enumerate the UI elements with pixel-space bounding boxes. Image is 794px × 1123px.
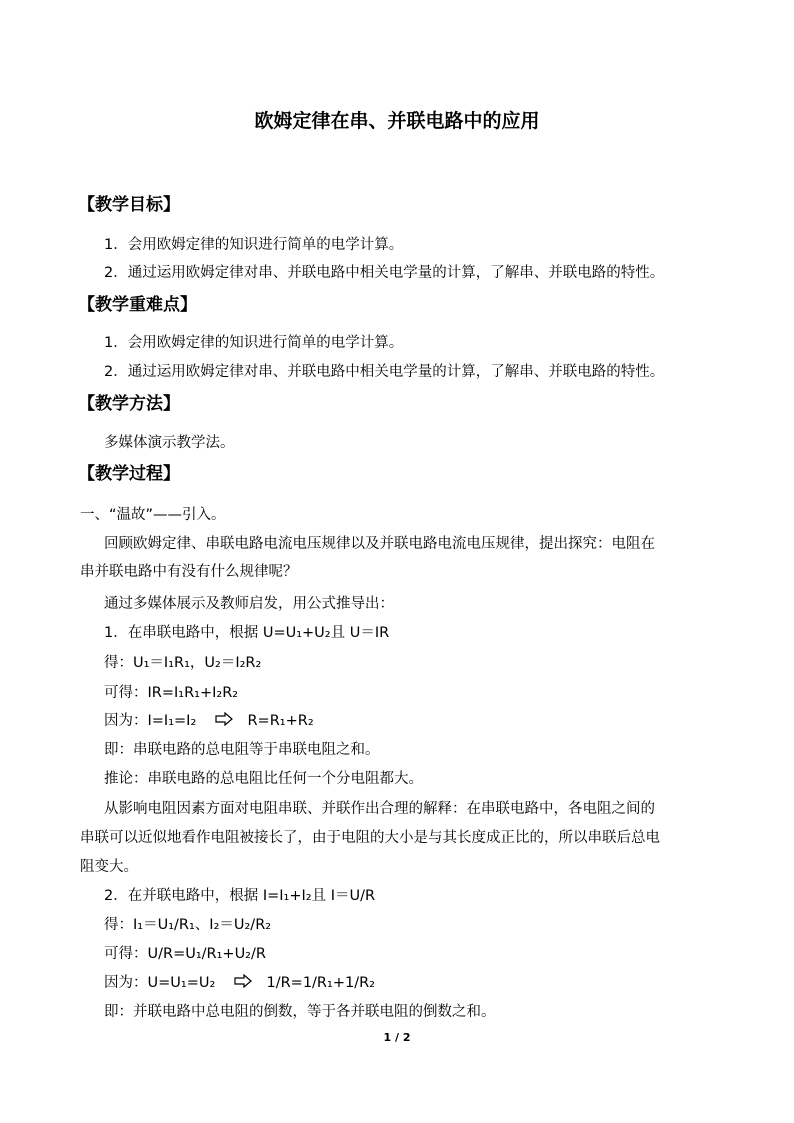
goal-item-1: 1．会用欧姆定律的知识进行简单的电学计算。	[104, 237, 404, 253]
derive-intro: 通过多媒体展示及教师启发，用公式推导出：	[104, 596, 394, 612]
series-step-2: 可得：IR=I₁R₁+I₂R₂	[104, 685, 239, 701]
explain-line-1: 从影响电阻因素方面对电阻串联、并联作出合理的解释：在串联电路中，各电阻之间的	[104, 801, 655, 817]
series-step-1: 得：U₁＝I₁R₁，U₂＝I₂R₂	[104, 655, 262, 671]
parallel-conclusion: 即：并联电路中总电阻的倒数，等于各并联电阻的倒数之和。	[104, 1004, 496, 1020]
page-number: 1 / 2	[383, 1031, 411, 1044]
method-text: 多媒体演示教学法。	[104, 435, 235, 451]
page-title: 欧姆定律在串、并联电路中的应用	[254, 110, 540, 132]
section-heading-key-points: 【教学重难点】	[78, 295, 197, 315]
section-heading-process: 【教学过程】	[78, 464, 180, 484]
parallel-step-3	[104, 971, 375, 992]
parallel-result: 1/R=1/R₁+1/R₂	[266, 975, 375, 991]
parallel-step-1: 得：I₁＝U₁/R₁、I₂＝U₂/R₂	[104, 917, 272, 933]
review-paragraph-line-2: 串并联电路中有没有什么规律呢？	[80, 564, 298, 580]
series-rule: 1．在串联电路中，根据 U=U₁+U₂且 U＝IR	[104, 625, 390, 641]
series-because: 因为：I=I₁=I₂	[104, 713, 197, 729]
section-heading-method: 【教学方法】	[78, 394, 180, 414]
series-step-3	[104, 709, 314, 730]
series-conclusion: 即：串联电路的总电阻等于串联电阻之和。	[104, 742, 380, 758]
implies-arrow-icon	[234, 974, 252, 992]
explain-line-2: 串联可以近似地看作电阻被接长了，由于电阻的大小是与其长度成正比的，所以串联后总电	[80, 830, 660, 846]
parallel-step-2: 可得：U/R=U₁/R₁+U₂/R	[104, 946, 266, 962]
explain-line-3: 阻变大。	[80, 859, 138, 875]
goal-item-2: 2．通过运用欧姆定律对串、并联电路中相关电学量的计算，了解串、并联电路的特性。	[104, 265, 665, 281]
key-item-1: 1．会用欧姆定律的知识进行简单的电学计算。	[104, 335, 404, 351]
series-corollary: 推论：串联电路的总电阻比任何一个分电阻都大。	[104, 771, 423, 787]
section-heading-goals: 【教学目标】	[78, 195, 180, 215]
parallel-rule: 2．在并联电路中，根据 I=I₁+I₂且 I＝U/R	[104, 888, 376, 904]
key-item-2: 2．通过运用欧姆定律对串、并联电路中相关电学量的计算，了解串、并联电路的特性。	[104, 364, 665, 380]
review-paragraph-line-1: 回顾欧姆定律、串联电路电流电压规律以及并联电路电流电压规律，提出探究：电阻在	[104, 536, 655, 552]
parallel-because: 因为：U=U₁=U₂	[104, 975, 216, 991]
step1-title: 一、“温故”——引入。	[80, 507, 226, 523]
series-result: R=R₁+R₂	[247, 713, 314, 729]
implies-arrow-icon	[215, 712, 233, 730]
